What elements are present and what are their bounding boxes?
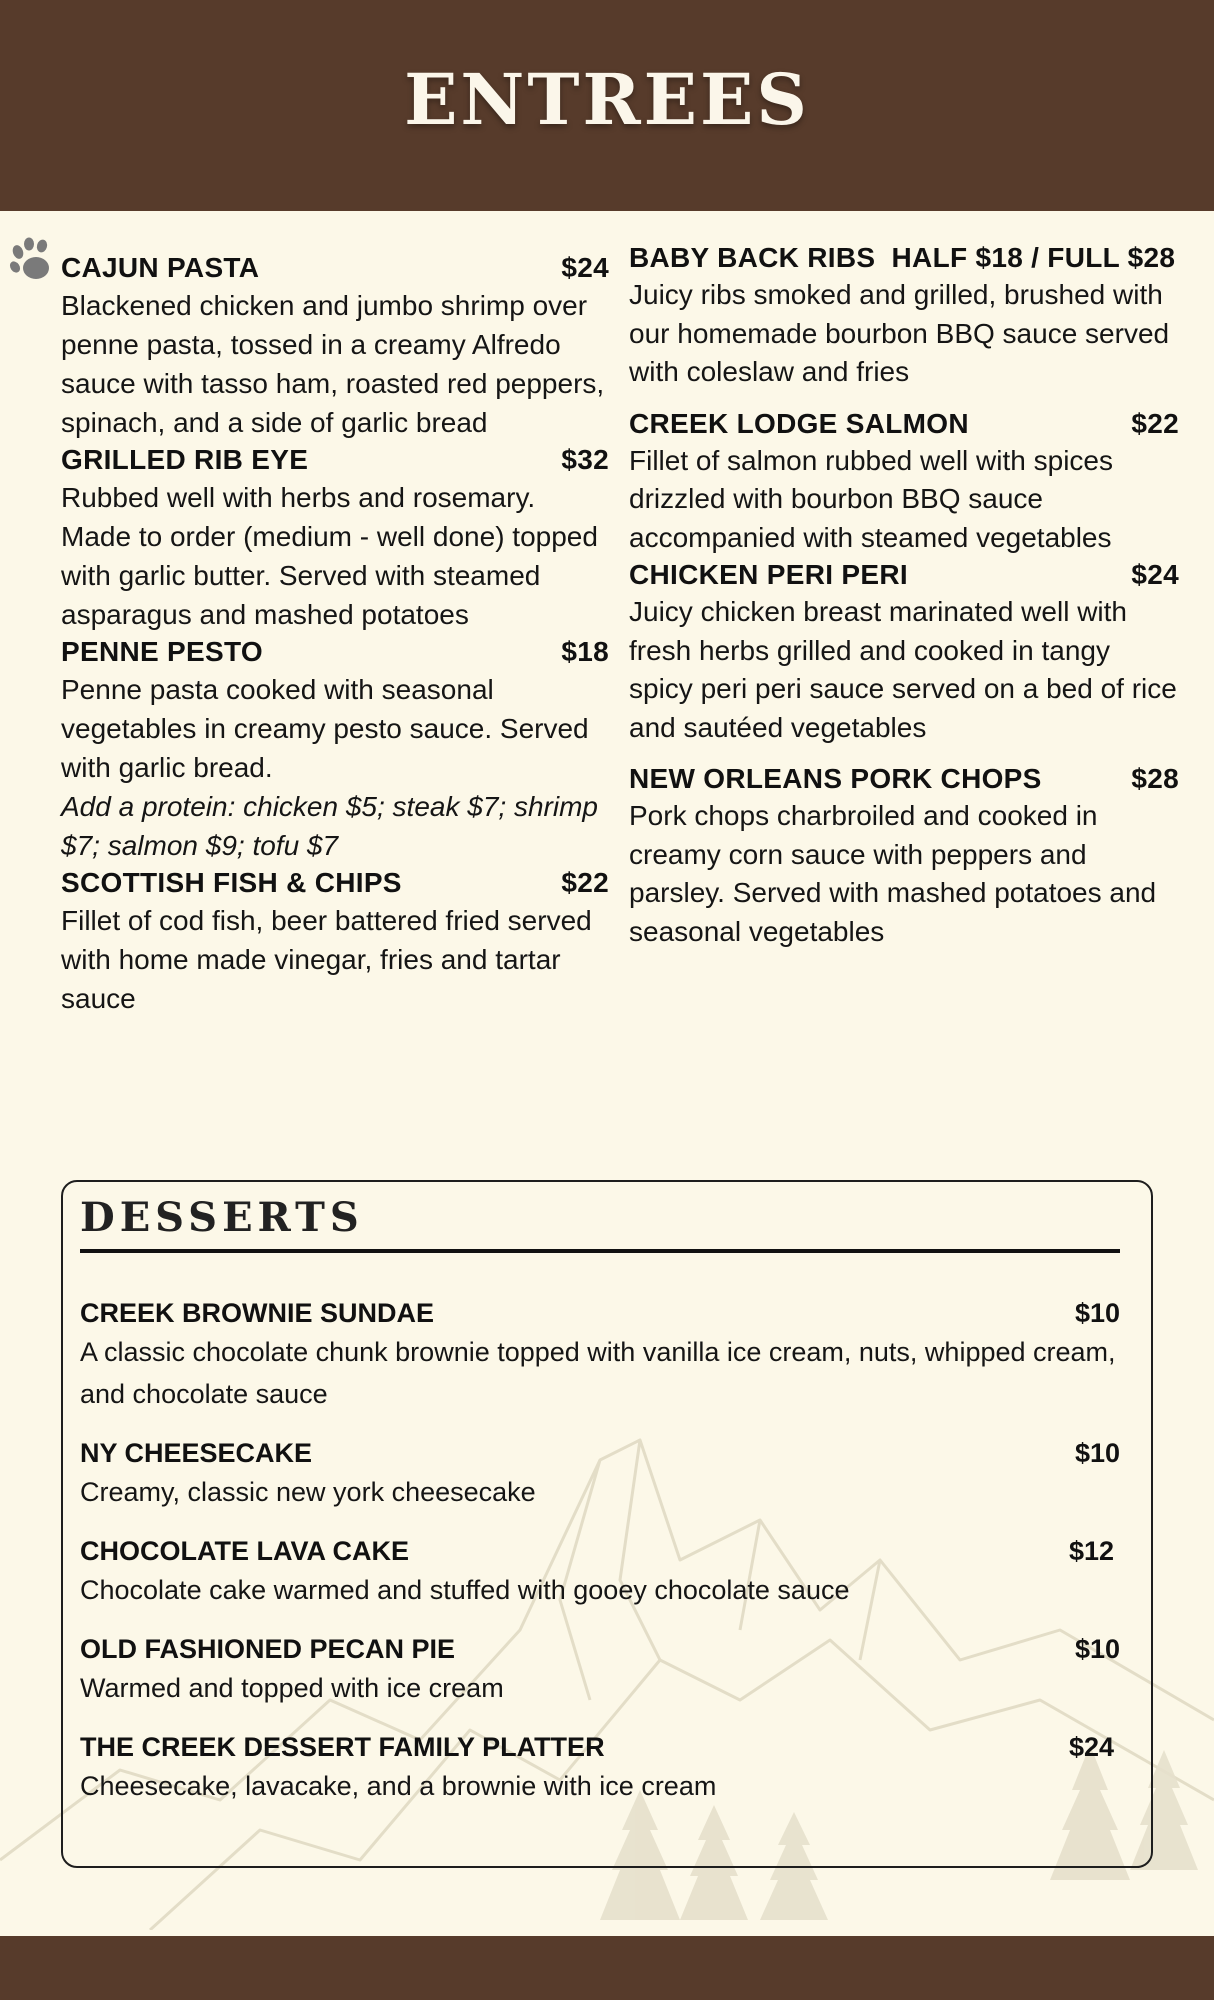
entrees-left-column <box>61 250 609 1018</box>
item-header <box>61 634 609 670</box>
item-header <box>629 761 1179 797</box>
desserts-title: DESSERTS <box>80 1194 364 1241</box>
divider <box>80 1249 1120 1253</box>
item-price: $22 <box>1131 407 1179 439</box>
paw-print-icon <box>8 237 56 285</box>
footer-bar <box>0 1936 1214 2000</box>
item-description: Juicy chicken breast marinated well with fresh herbs grilled and cooked in tangy spicy peri peri sauce served on a bed of rice and sautéed vegetables <box>629 596 1177 743</box>
item-description: Blackened chicken and jumbo shrimp over penne pasta, tossed in a creamy Alfredo sauce with tasso ham, roasted red peppers, spinach, and a side of garlic bread <box>61 290 605 438</box>
item-description: Pork chops charbroiled and cooked in creamy corn sauce with peppers and parsley. Served with mashed potatoes and seasonal vegetables <box>629 800 1157 947</box>
item-header <box>80 1435 1120 1471</box>
item-name: BABY BACK RIBS HALF $18 / FULL $28 <box>629 242 1176 273</box>
menu-item <box>629 406 1179 558</box>
desserts-box <box>61 1180 1153 1868</box>
item-name: OLD FASHIONED PECAN PIE <box>80 1634 456 1664</box>
item-price: $10 <box>1074 1298 1120 1328</box>
menu-item <box>629 761 1179 951</box>
menu-item <box>629 557 1179 747</box>
item-description: Creamy, classic new york cheesecake <box>80 1477 536 1507</box>
item-description: Cheesecake, lavacake, and a brownie with ice cream <box>80 1771 717 1801</box>
item-price: $18 <box>561 636 609 667</box>
menu-item <box>629 240 1179 392</box>
item-header <box>80 1631 1120 1667</box>
item-header <box>80 1729 1120 1765</box>
dessert-item <box>80 1631 1120 1709</box>
item-price: $10 <box>1074 1438 1120 1468</box>
item-description: Juicy ribs smoked and grilled, brushed with our homemade bourbon BBQ sauce served with coleslaw and fries <box>629 279 1170 387</box>
menu-item <box>61 634 609 865</box>
item-description: Penne pasta cooked with seasonal vegetables in creamy pesto sauce. Served with garlic bread. <box>61 674 589 783</box>
item-price: $12 <box>1068 1536 1114 1566</box>
item-name: CAJUN PASTA <box>61 252 260 283</box>
item-name: THE CREEK DESSERT FAMILY PLATTER <box>80 1732 605 1762</box>
item-description: Chocolate cake warmed and stuffed with gooey chocolate sauce <box>80 1575 850 1605</box>
item-header <box>61 442 609 478</box>
item-header <box>629 240 1179 276</box>
dessert-item <box>80 1295 1120 1415</box>
item-description: A classic chocolate chunk brownie topped with vanilla ice cream, nuts, whipped cream, and chocolate sauce <box>80 1337 1116 1409</box>
item-name: CHOCOLATE LAVA CAKE <box>80 1536 409 1566</box>
item-description: Rubbed well with herbs and rosemary. Made to order (medium - well done) topped with garlic butter. Served with steamed asparagus and mashed potatoes <box>61 482 598 630</box>
page-title: ENTREES <box>404 58 810 141</box>
item-name: SCOTTISH FISH & CHIPS <box>61 867 402 898</box>
item-price: $24 <box>1131 559 1179 590</box>
item-price: $28 <box>1131 763 1179 794</box>
item-price: $22 <box>561 867 609 898</box>
dessert-item <box>80 1435 1120 1513</box>
item-header <box>629 406 1179 442</box>
header-bar <box>0 0 1214 211</box>
protein-addon-note: Add a protein: chicken $5; steak $7; shrimp $7; salmon $9; tofu $7 <box>61 791 598 861</box>
item-name: PENNE PESTO <box>61 636 263 667</box>
item-price: $24 <box>561 252 609 283</box>
item-name: CHICKEN PERI PERI <box>629 559 908 590</box>
item-header <box>629 557 1179 593</box>
item-name: GRILLED RIB EYE <box>61 444 309 475</box>
item-header <box>80 1295 1120 1331</box>
entrees-right-column <box>629 240 1179 951</box>
item-name: NEW ORLEANS PORK CHOPS <box>629 763 1042 794</box>
item-description: Warmed and topped with ice cream <box>80 1673 504 1703</box>
menu-item <box>61 250 609 442</box>
item-price: $24 <box>1068 1732 1114 1762</box>
menu-item <box>61 442 609 634</box>
item-description: Fillet of salmon rubbed well with spices drizzled with bourbon BBQ sauce accompanied with steamed vegetables <box>629 444 1113 553</box>
item-header <box>61 250 609 286</box>
item-description: Fillet of cod fish, beer battered fried served with home made vinegar, fries and tartar sauce <box>61 905 592 1014</box>
item-name: CREEK BROWNIE SUNDAE <box>80 1298 435 1328</box>
item-name: CREEK LODGE SALMON <box>629 407 969 439</box>
dessert-item <box>80 1533 1120 1611</box>
item-header <box>80 1533 1120 1569</box>
menu-item <box>61 865 609 1018</box>
item-header <box>61 865 609 901</box>
dessert-item <box>80 1729 1120 1807</box>
item-price: $32 <box>561 444 609 475</box>
item-name: NY CHEESECAKE <box>80 1438 313 1468</box>
item-price: $10 <box>1074 1634 1120 1664</box>
